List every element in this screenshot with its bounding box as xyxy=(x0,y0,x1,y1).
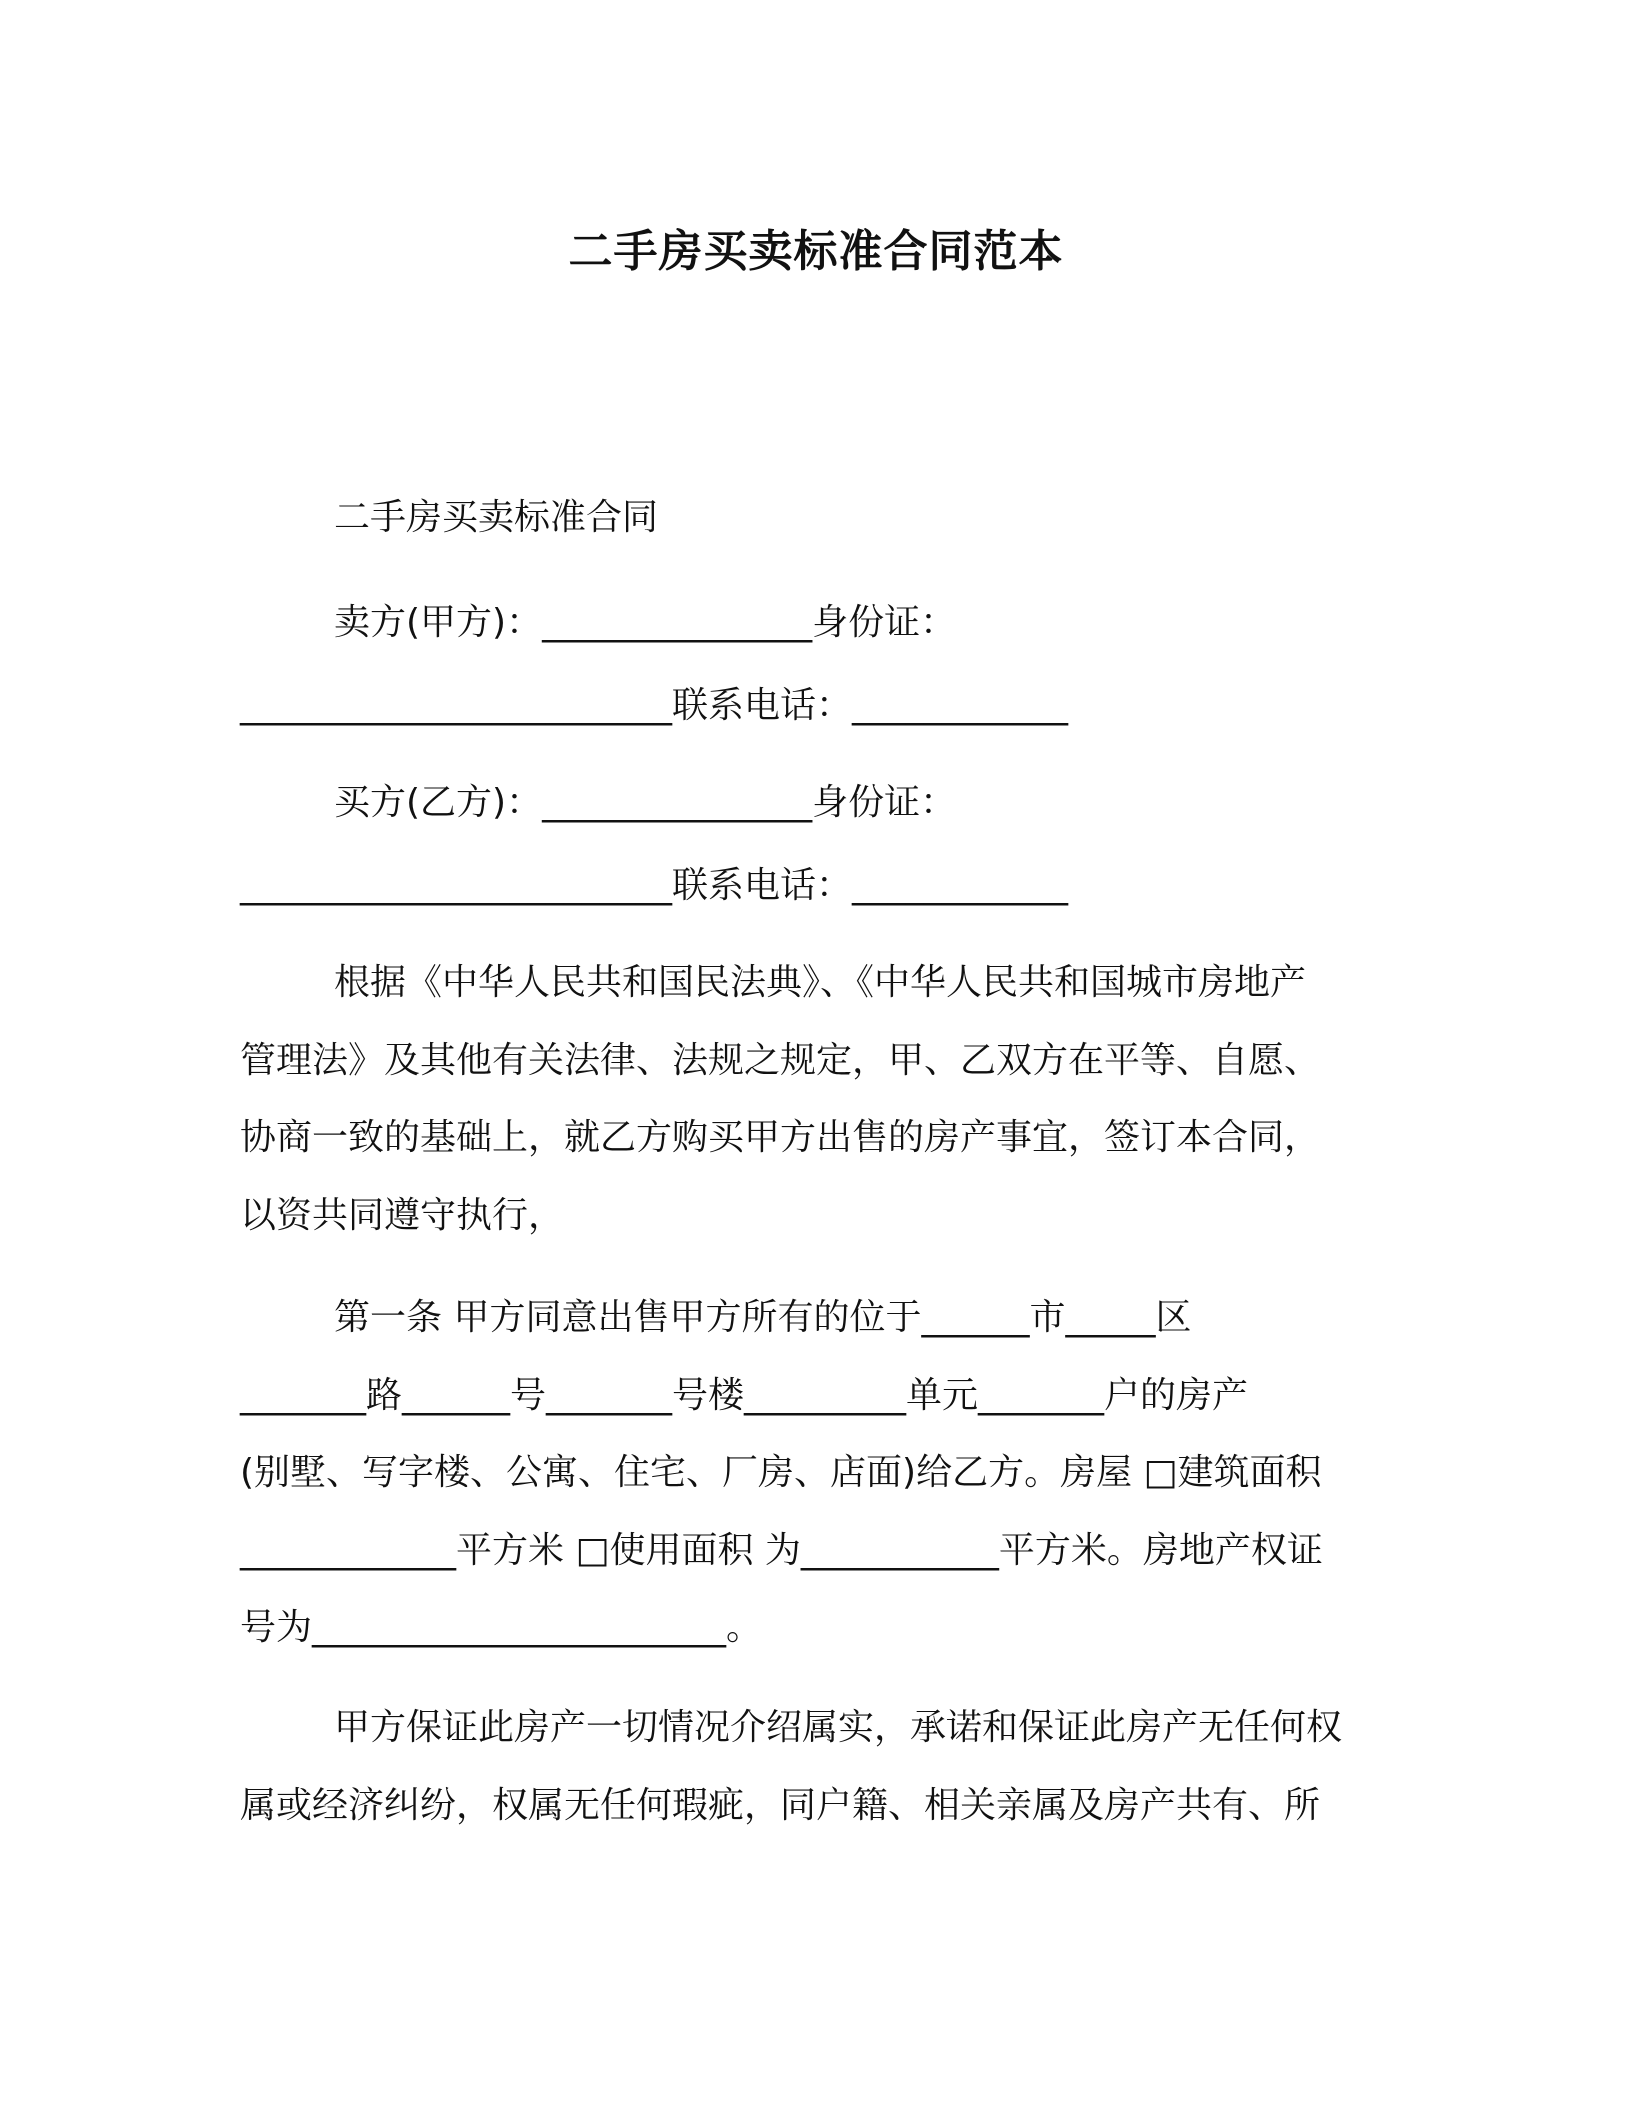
seller-contact-line: ________________________联系电话：____________ xyxy=(240,685,1069,726)
buyer-line: 买方(乙方)：_______________身份证： xyxy=(334,782,957,823)
guarantee-line-2: 属或经济纠纷，权属无任何瑕疵，同户籍、相关亲属及房产共有、所 xyxy=(240,1785,1321,1826)
buyer-contact-line: ________________________联系电话：____________ xyxy=(240,865,1069,906)
preamble-line-4: 以资共同遵守执行， xyxy=(240,1195,565,1236)
document-title: 二手房买卖标准合同范本 xyxy=(568,226,1064,277)
guarantee-line-1: 甲方保证此房产一切情况介绍属实，承诺和保证此房产无任何权 xyxy=(334,1707,1343,1748)
preamble-line-1: 根据《中华人民共和国民法典》、《中华人民共和国城市房地产 xyxy=(334,962,1307,1003)
article-1-line-2: _______路______号_______号楼_________单元_______户的房产 xyxy=(240,1375,1249,1416)
article-1-line-3: (别墅、写字楼、公寓、住宅、厂房、店面)给乙方。房屋 □建筑面积 xyxy=(240,1452,1322,1493)
article-1-line-5: 号为_______________________。 xyxy=(240,1607,763,1648)
article-1-line-4: ____________平方米 □使用面积 为___________平方米。房地产权证 xyxy=(240,1530,1323,1571)
seller-line: 卖方(甲方)：_______________身份证： xyxy=(334,602,957,643)
preamble-line-3: 协商一致的基础上，就乙方购买甲方出售的房产事宜，签订本合同， xyxy=(240,1117,1321,1158)
contract-heading: 二手房买卖标准合同 xyxy=(334,497,659,538)
article-1-line-1: 第一条 甲方同意出售甲方所有的位于______市_____区 xyxy=(334,1297,1192,1338)
preamble-line-2: 管理法》及其他有关法律、法规之规定，甲、乙双方在平等、自愿、 xyxy=(240,1040,1321,1081)
